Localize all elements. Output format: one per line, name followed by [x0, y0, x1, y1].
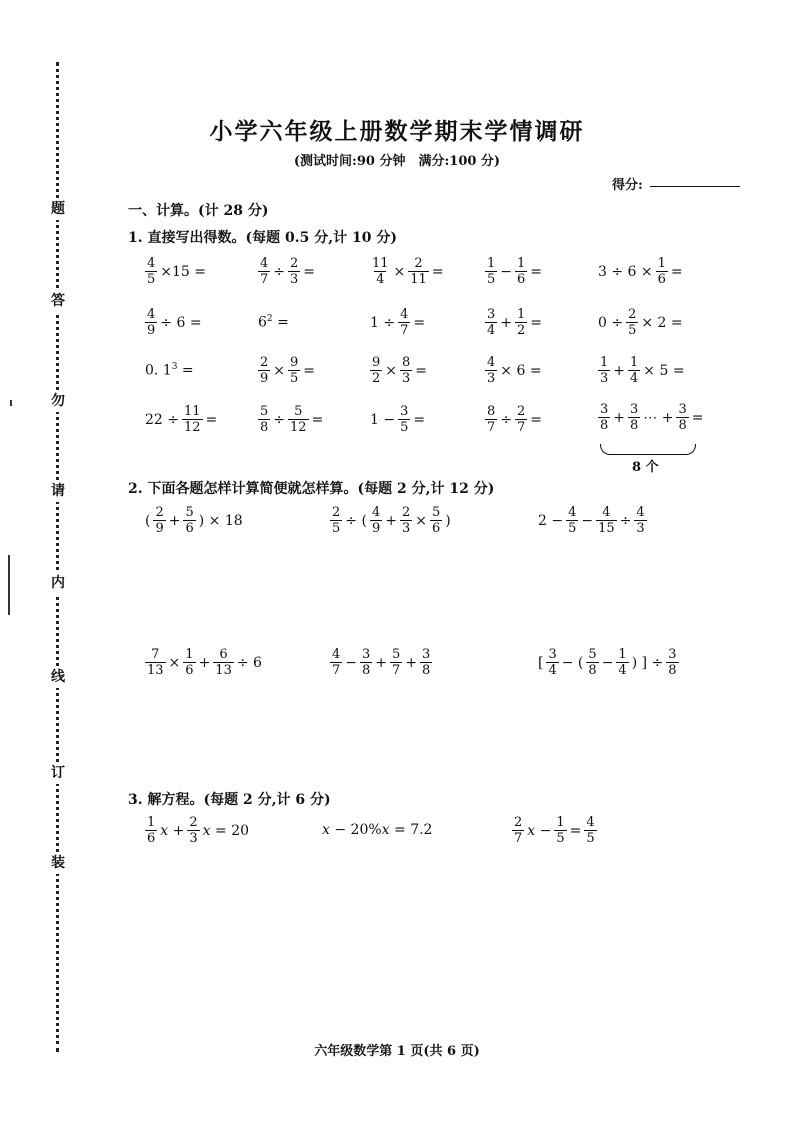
scan-mark: [10, 400, 12, 406]
q2-item: [ $\frac{3}{4}$ − ( $\frac{5}{8}$ − $\frac{1}{4}$ ) ] ÷ $\frac{3}{8}$: [538, 647, 677, 678]
q1-item: $\frac{8}{7}$ ÷ $\frac{2}{7}$ =: [487, 404, 543, 435]
q1-item: 22 ÷ $\frac{11}{12}$ =: [145, 404, 218, 435]
q2-item: 2 − $\frac{4}{5}$ − $\frac{4}{15}$ ÷ $\frac{4}{3}$: [538, 505, 645, 536]
brace-under-sum: [600, 444, 696, 455]
binding-char-ding: 订: [50, 762, 66, 784]
q1-item: 1 ÷ $\frac{4}{7}$ =: [370, 307, 426, 338]
q3-equation: x − 20%x = 7.2: [322, 822, 433, 838]
q1-item: 0 ÷ $\frac{2}{5}$ × 2 =: [598, 307, 683, 338]
q1-item: $\frac{1}{5}$ − $\frac{1}{6}$ =: [487, 256, 543, 287]
page-footer: 六年级数学第 1 页(共 6 页): [314, 1044, 480, 1059]
binding-char-xian: 线: [50, 666, 66, 688]
q2-heading: 2. 下面各题怎样计算简便就怎样算。(每题 2 分,计 12 分): [128, 481, 495, 497]
score-blank: [650, 186, 740, 187]
q2-item: $\frac{4}{7}$ − $\frac{3}{8}$ + $\frac{5}{7}$ + $\frac{3}{8}$: [332, 647, 431, 678]
q1-heading: 1. 直接写出得数。(每题 0.5 分,计 10 分): [128, 230, 397, 246]
q1-item: $\frac{4}{5}$ ×15 =: [147, 256, 207, 287]
q1-item: 0. $1^3$ =: [145, 362, 194, 379]
q3-equation: $\frac{2}{7}$ x − $\frac{1}{5}$ = $\frac{4}{5}$: [514, 815, 595, 846]
q1-item: $\frac{3}{4}$ + $\frac{1}{2}$ =: [487, 307, 543, 338]
q1-item: $\frac{3}{8}$ + $\frac{3}{8}$ ⋯ + $\frac{3}{8}$ =: [600, 402, 704, 433]
binding-char-zhuang: 装: [50, 852, 66, 874]
q1-item: $6^2$ =: [258, 314, 289, 331]
q1-item: 1 − $\frac{3}{5}$ =: [370, 404, 426, 435]
score-label: 得分:: [612, 178, 643, 193]
q1-item: $\frac{9}{2}$ × $\frac{8}{3}$ =: [372, 355, 428, 386]
q1-item: $\frac{4}{7}$ ÷ $\frac{2}{3}$ =: [260, 256, 316, 287]
binding-char-da: 答: [50, 290, 66, 312]
q2-item: ( $\frac{2}{9}$ + $\frac{5}{6}$ ) × 18: [145, 505, 243, 536]
q2-item: $\frac{2}{5}$ ÷ ( $\frac{4}{9}$ + $\frac{2}{3}$ × $\frac{5}{6}$ ): [332, 505, 451, 536]
page-title: 小学六年级上册数学期末学情调研: [209, 118, 585, 145]
binding-char-qing: 请: [50, 480, 66, 502]
section-1-heading: 一、计算。(计 28 分): [128, 203, 269, 219]
q1-item: 3 ÷ 6 × $\frac{1}{6}$ =: [598, 256, 683, 287]
binding-char-wu: 勿: [50, 390, 66, 412]
q3-equation: $\frac{1}{6}$ x + $\frac{2}{3}$ x = 20: [147, 815, 250, 846]
q2-item: $\frac{7}{13}$ × $\frac{1}{6}$ + $\frac{6}{13}$ ÷ 6: [147, 647, 262, 678]
binding-char-nei: 内: [50, 572, 66, 594]
q1-item: $\frac{5}{8}$ ÷ $\frac{5}{12}$ =: [260, 404, 324, 435]
q1-item: $\frac{4}{9}$ ÷ 6 =: [147, 307, 202, 338]
brace-label: 8 个: [632, 460, 659, 475]
q1-item: $\frac{11}{4}$ × $\frac{2}{11}$ =: [372, 256, 444, 287]
q1-item: $\frac{4}{3}$ × 6 =: [487, 355, 542, 386]
q3-heading: 3. 解方程。(每题 2 分,计 6 分): [128, 792, 331, 808]
q1-item: $\frac{2}{9}$ × $\frac{9}{5}$ =: [260, 355, 316, 386]
page-subtitle: (测试时间:90 分钟 满分:100 分): [293, 154, 501, 169]
scan-mark: [8, 555, 10, 615]
binding-char-ti: 题: [50, 198, 66, 220]
q1-item: $\frac{1}{3}$ + $\frac{1}{4}$ × 5 =: [600, 355, 685, 386]
